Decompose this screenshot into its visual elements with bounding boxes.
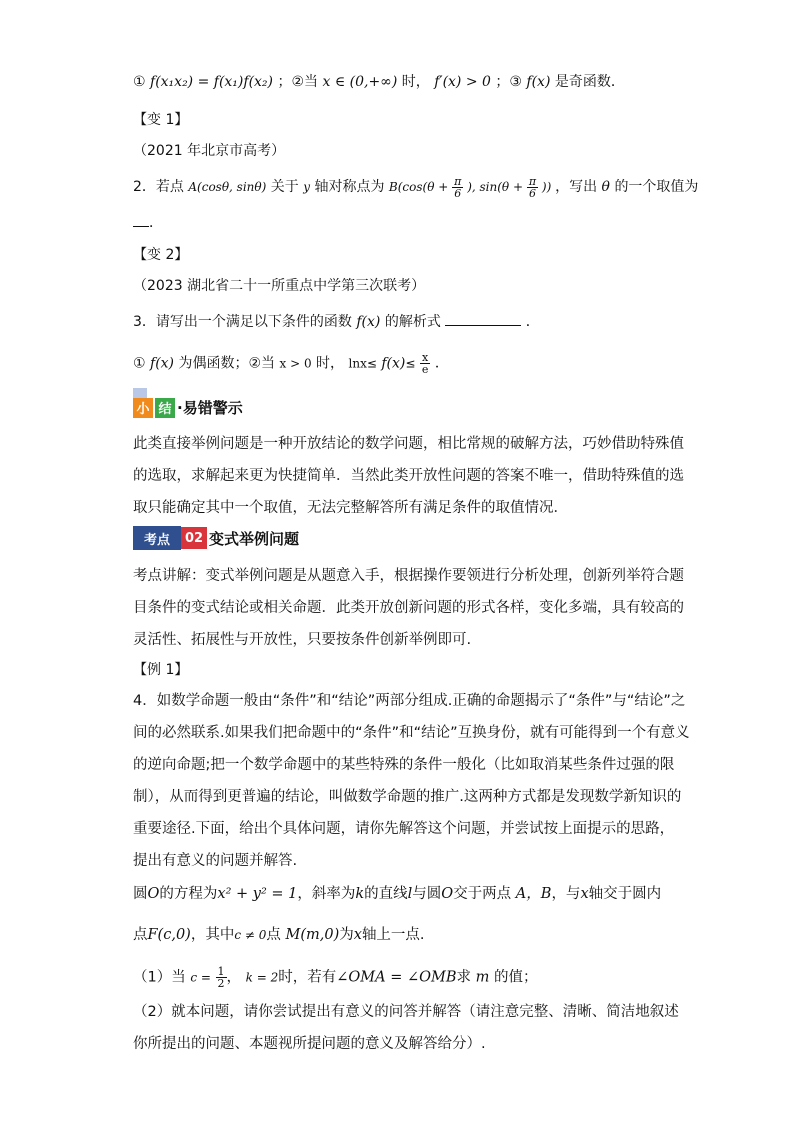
text: 的值； (493, 969, 538, 986)
bian2-title: 【变 2】 (133, 247, 189, 263)
denominator: 2 (217, 977, 225, 990)
fraction-x-e (420, 352, 431, 375)
var-y: y (303, 180, 310, 194)
answer-blank[interactable] (133, 226, 149, 227)
function-f: f(x) (526, 74, 551, 90)
paragraph-line: 重要途径.下面，给出个具体问题，请你先解答这个问题，并尝试按上面提示的思路， (133, 821, 675, 837)
text: 的一个取值为 (614, 179, 699, 195)
bian2-source: （2023 湖北省二十一所重点中学第三次联考） (133, 278, 426, 294)
function-f: f(x) (356, 314, 381, 330)
paragraph-line: 4．如数学命题一般由“条件”和“结论”两部分组成.正确的命题揭示了“条件”与“结论”之 (133, 693, 686, 709)
part-1 (133, 966, 537, 989)
var-x: x (353, 927, 362, 943)
denominator: 6 (454, 187, 462, 200)
conditions-line (133, 72, 625, 92)
text: ；③ (495, 74, 522, 90)
text: ，与 (551, 886, 581, 902)
denominator: 6 (528, 187, 536, 200)
ln-x: lnx (348, 356, 367, 371)
denominator: e (421, 363, 429, 376)
question-3-conditions (133, 352, 449, 375)
text: ，其中 (190, 927, 235, 943)
summary-text (133, 428, 684, 524)
text: 圆 (133, 886, 148, 902)
numerator: π (528, 175, 537, 188)
paragraph-line: （2）就本问题，请你尝试提出有意义的问答并解答（请注意完整、清晰、简洁地叙述 (133, 1004, 679, 1020)
paragraph-line: 提出有意义的问题并解答. (133, 853, 298, 869)
text: 2．若点 (133, 179, 184, 195)
var-O: O (441, 886, 454, 902)
text: 时， (401, 74, 430, 90)
condition-c: c ≠ 0 (234, 928, 267, 942)
paragraph-line: 制），从而得到更普遍的结论，叫做数学命题的推广.这两种方式都是发现数学新知识的 (133, 789, 682, 805)
condition-x: x > 0 (279, 356, 312, 371)
var-theta: θ (601, 179, 610, 195)
function-f: f(x) (381, 355, 406, 372)
answer-blank-line (133, 213, 163, 233)
text: 与圆 (412, 886, 442, 902)
circled-one: ① (133, 74, 146, 90)
numerator: 1 (217, 965, 225, 978)
var-x: x (580, 886, 589, 902)
paragraph-line: 你所提出的问题、本题视所提问题的意义及解答给分）. (133, 1036, 486, 1052)
numerator: x (420, 352, 431, 364)
points-AB: A，B (515, 886, 552, 902)
text: ， (226, 969, 242, 986)
text: 3．请写出一个满足以下条件的函数 (133, 314, 352, 330)
var-m: m (475, 969, 490, 986)
function-f: f(x) (150, 355, 175, 372)
numerator: π (454, 175, 462, 188)
text: 轴上一点. (361, 927, 425, 943)
text: ), sin(θ + (467, 180, 523, 194)
part-2 (133, 996, 679, 1060)
text: ． (525, 314, 540, 330)
kaodian-title: 变式举例问题 (209, 529, 300, 548)
jie-badge: 结 (155, 398, 175, 418)
fraction-1-2 (216, 966, 227, 989)
text: 交于两点 (453, 886, 512, 902)
paragraph-line: 的选取，求解起来更为快捷简单．当然此类开放性问题的答案不唯一，借助特殊值的选 (133, 468, 684, 484)
question-4-text (133, 685, 690, 877)
xiao-badge: 小 (133, 398, 153, 418)
functional-equation: f(x₁x₂) = f(x₁)f(x₂) (150, 74, 273, 90)
k-equals: k = 2 (245, 970, 279, 985)
bian1-source: （2021 年北京市高考） (133, 143, 286, 159)
fraction-pi-6 (452, 176, 463, 199)
question-2 (133, 176, 698, 199)
circled-one: ① (133, 355, 146, 372)
text: 的解析式 (384, 314, 441, 330)
circle-setup (133, 884, 661, 904)
var-l: l (407, 886, 413, 902)
paragraph-line: 间的必然联系.如果我们把命题中的“条件”和“结论”互换身份，就有可能得到一个有意义 (133, 725, 690, 741)
paragraph-line: 考点讲解：变式举例问题是从题意入手，根据操作要领进行分析处理，创新列举符合题 (133, 568, 684, 584)
text: 轴对称点为 (314, 179, 385, 195)
paragraph-line: 目条件的变式结论或相关命题．此类开放创新问题的形式各样，变化多端，具有较高的 (133, 600, 684, 616)
paragraph-line: 灵活性、拓展性与开放性，只要按条件创新举例即可. (133, 632, 472, 648)
text: 轴交于圆内 (588, 886, 662, 902)
li1-title: 【例 1】 (133, 662, 189, 678)
text: B(cos(θ + (388, 180, 449, 194)
kaodian-banner (133, 526, 299, 550)
text: ，斜率为 (297, 886, 356, 902)
text: 点 (266, 927, 281, 943)
var-O: O (147, 886, 160, 902)
text: ，写出 (555, 179, 598, 195)
paragraph-line: 取只能确定其中一个取值，无法完整解答所有满足条件的取值情况． (133, 500, 568, 516)
summary-banner (133, 397, 243, 418)
kaodian-number: 02 (181, 527, 207, 549)
question-3 (133, 312, 540, 332)
summary-title: ·易错警示 (177, 399, 243, 417)
fraction-pi-6 (527, 176, 538, 199)
text: 点 (133, 927, 148, 943)
text: 为偶函数；②当 (178, 355, 276, 372)
text: 的直线 (364, 886, 408, 902)
text: ． (149, 215, 163, 231)
text: 时， (316, 355, 345, 372)
text: 是奇函数． (554, 74, 625, 90)
leq-sign: ≤ (405, 356, 416, 371)
var-k: k (355, 886, 365, 902)
text: 关于 (270, 179, 299, 195)
point-F: F(c,0) (147, 927, 191, 943)
text: 为 (339, 927, 354, 943)
paragraph-line: 此类直接举例问题是一种开放结论的数学问题，相比常规的破解方法，巧妙借助特殊值 (133, 436, 684, 452)
text: 的方程为 (159, 886, 218, 902)
answer-blank[interactable] (445, 325, 521, 326)
leq-sign: ≤ (366, 356, 377, 371)
circle-equation: x² + y² = 1 (217, 886, 298, 902)
text: 求 (456, 969, 472, 986)
text: 时，若有 (278, 969, 337, 986)
point-A: A(cosθ, sinθ) (188, 180, 267, 194)
paragraph-line: 的逆向命题;把一个数学命题中的某些特殊的条件一般化（比如取消某些条件过强的限 (133, 757, 675, 773)
text: （1）当 (133, 969, 186, 986)
text: ；②当 (277, 74, 319, 90)
text: )) (541, 180, 552, 194)
kaodian-text (133, 560, 684, 656)
angle-condition: ∠OMA = ∠OMB (336, 969, 457, 986)
point-F-line (133, 925, 425, 945)
c-equals: c = (190, 970, 211, 985)
bian1-title: 【变 1】 (133, 112, 189, 128)
interval: x ∈ (0,+∞) (322, 74, 398, 90)
kaodian-badge: 考点 (133, 526, 181, 550)
point-B (388, 175, 555, 200)
derivative-condition: f′(x) > 0 (434, 74, 491, 90)
text: ． (434, 355, 449, 372)
point-M: M(m,0) (285, 927, 340, 943)
